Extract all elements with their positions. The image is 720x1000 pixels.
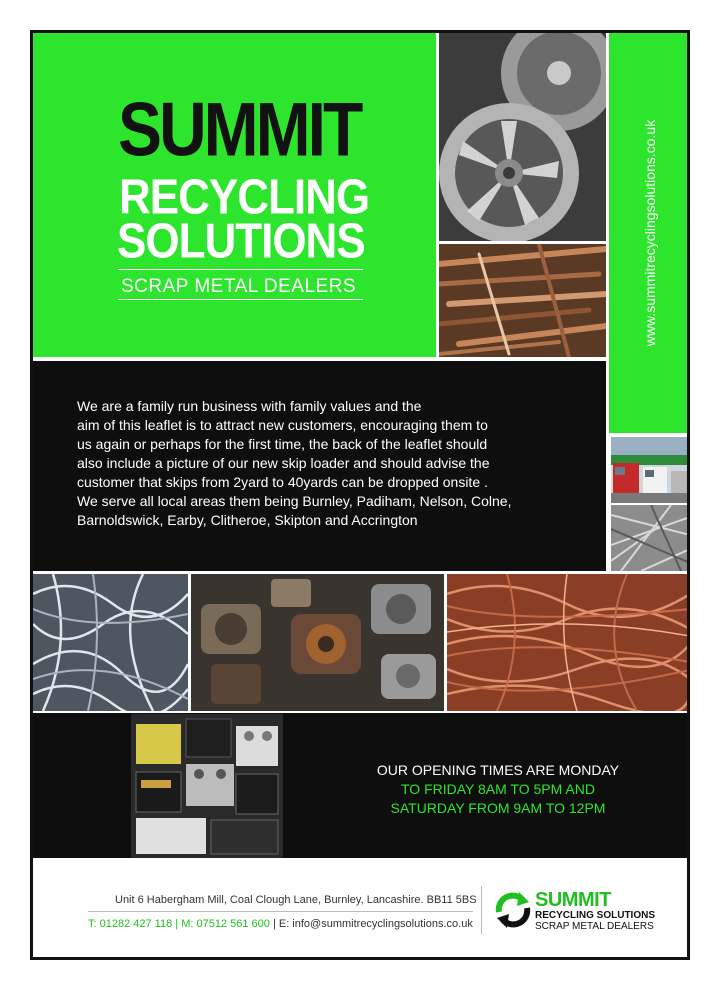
- hero-title-solutions: SOLUTIONS: [117, 213, 365, 269]
- trucks-photo: [611, 437, 690, 503]
- alloy-wheels-photo: [439, 33, 606, 241]
- intro-line: customer that skips from 2yard to 40yards can be dropped onsite .: [77, 474, 488, 490]
- intro-text: [77, 397, 577, 530]
- hero-subtitle: SCRAP METAL DEALERS: [121, 276, 357, 297]
- logo-scrap-metal-dealers-text: SCRAP METAL DEALERS: [535, 921, 654, 932]
- intro-line: also include a picture of our new skip loader and should advise the: [77, 455, 490, 471]
- hero-rule-bottom: [118, 299, 363, 300]
- hero-rule-top: [118, 269, 363, 270]
- mobile-number[interactable]: M: 07512 561 600: [181, 918, 270, 930]
- intro-line: We are a family run business with family values and the: [77, 398, 422, 414]
- intro-panel: [33, 361, 606, 571]
- logo-summit-text: SUMMIT: [535, 889, 611, 911]
- leaflet-frame: [30, 30, 690, 960]
- recycle-arrows-icon: [493, 890, 533, 930]
- address: Unit 6 Habergham Mill, Coal Clough Lane, Burnley, Lancashire. BB11 5BS: [115, 894, 477, 906]
- brand-logo: [493, 888, 683, 933]
- footer: [33, 858, 690, 960]
- opening-times: [363, 761, 633, 818]
- hero-title-recycling: RECYCLING: [119, 169, 370, 225]
- hero-title-summit: SUMMIT: [118, 86, 361, 172]
- url-sidebar: [609, 33, 690, 433]
- electric-motors-photo: [191, 574, 444, 711]
- opening-times-line-1: OUR OPENING TIMES ARE MONDAY: [376, 762, 620, 778]
- intro-line: We serve all local areas them being Burnley, Padiham, Nelson, Colne,: [77, 493, 512, 509]
- contact-separator: |: [175, 918, 179, 930]
- opening-times-line-2: TO FRIDAY 8AM TO 5PM AND: [401, 781, 595, 797]
- intro-line: us again or perhaps for the first time, the back of the leaflet should: [77, 436, 488, 452]
- email-address[interactable]: E: info@summitrecyclingsolutions.co.uk: [278, 918, 473, 930]
- contact-separator: |: [272, 918, 276, 930]
- opening-times-line-3: SATURDAY FROM 9AM TO 12PM: [390, 800, 606, 816]
- copper-pipes-photo: [439, 244, 606, 357]
- website-url[interactable]: www.summitrecyclingsolutions.co.uk: [641, 119, 658, 347]
- logo-recycling-solutions-text: RECYCLING SOLUTIONS: [535, 910, 656, 921]
- steel-scrap-photo: [611, 505, 690, 571]
- intro-line: aim of this leaflet is to attract new customers, encouraging them to: [77, 417, 488, 433]
- contact-line: [88, 918, 473, 930]
- hero-panel: [33, 33, 436, 357]
- intro-line: Barnoldswick, Earby, Clitheroe, Skipton and Accrington: [77, 512, 418, 528]
- copper-wire-photo: [447, 574, 690, 711]
- phone-number[interactable]: T: 01282 427 118: [88, 918, 173, 930]
- footer-vertical-divider: [481, 886, 482, 934]
- batteries-photo: [131, 714, 283, 858]
- footer-divider: [88, 911, 473, 912]
- cables-photo: [33, 574, 188, 711]
